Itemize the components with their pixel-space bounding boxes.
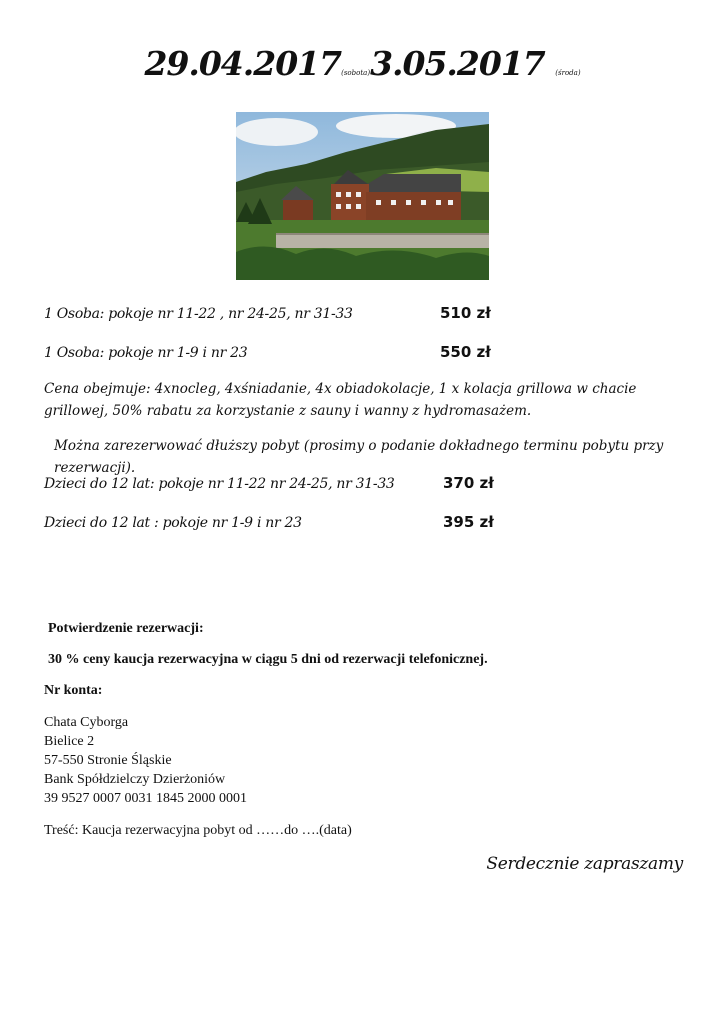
- page-title: [0, 44, 725, 83]
- account-number: 39 9527 0007 0031 1845 2000 0001: [44, 791, 247, 806]
- date-end: 3.05.2017: [370, 44, 545, 83]
- account-line: 57-550 Stronie Śląskie: [44, 753, 172, 768]
- offer-label-1: 1 Osoba: pokoje nr 11-22 , nr 24-25, nr 31-33: [44, 306, 353, 322]
- chalet-photo: [236, 112, 489, 280]
- date-start: 29.04.2017: [144, 44, 342, 83]
- children-price-2: 395 zł: [443, 513, 494, 531]
- day-start: (sobota): [341, 69, 371, 77]
- deposit-text: 30 % ceny kaucja rezerwacyjna w ciągu 5 dni od rezerwacji telefonicznej.: [48, 652, 488, 667]
- transfer-title: Treść: Kaucja rezerwacyjna pobyt od ……do ….(data): [44, 823, 352, 838]
- longer-stay-text: Można zarezerwować dłuższy pobyt (prosimy o podanie dokładnego terminu pobytu przy rezerwacji).: [54, 438, 664, 476]
- confirmation-heading: Potwierdzenie rezerwacji:: [48, 621, 204, 636]
- closing-text: Serdecznie zapraszamy: [486, 854, 683, 874]
- offer-label-2: 1 Osoba: pokoje nr 1-9 i nr 23: [44, 345, 248, 361]
- offer-price-2: 550 zł: [440, 343, 491, 361]
- account-line: Bielice 2: [44, 734, 95, 749]
- children-label-1: Dzieci do 12 lat: pokoje nr 11-22 nr 24-25, nr 31-33: [44, 476, 395, 492]
- account-line: Bank Spółdzielczy Dzierżoniów: [44, 772, 226, 787]
- day-end: (środa): [555, 69, 581, 77]
- children-price-1: 370 zł: [443, 474, 494, 492]
- offer-price-1: 510 zł: [440, 304, 491, 322]
- account-line: Chata Cyborga: [44, 715, 129, 730]
- children-label-2: Dzieci do 12 lat : pokoje nr 1-9 i nr 23: [44, 515, 302, 531]
- included-text: Cena obejmuje: 4xnocleg, 4xśniadanie, 4x obiadokolacje, 1 x kolacja grillowa w chacie grillowej, 50% rabatu za korzystanie z sauny i wanny z hydromasażem.: [44, 381, 637, 419]
- account-details: [44, 713, 247, 808]
- account-heading: Nr konta:: [44, 683, 103, 698]
